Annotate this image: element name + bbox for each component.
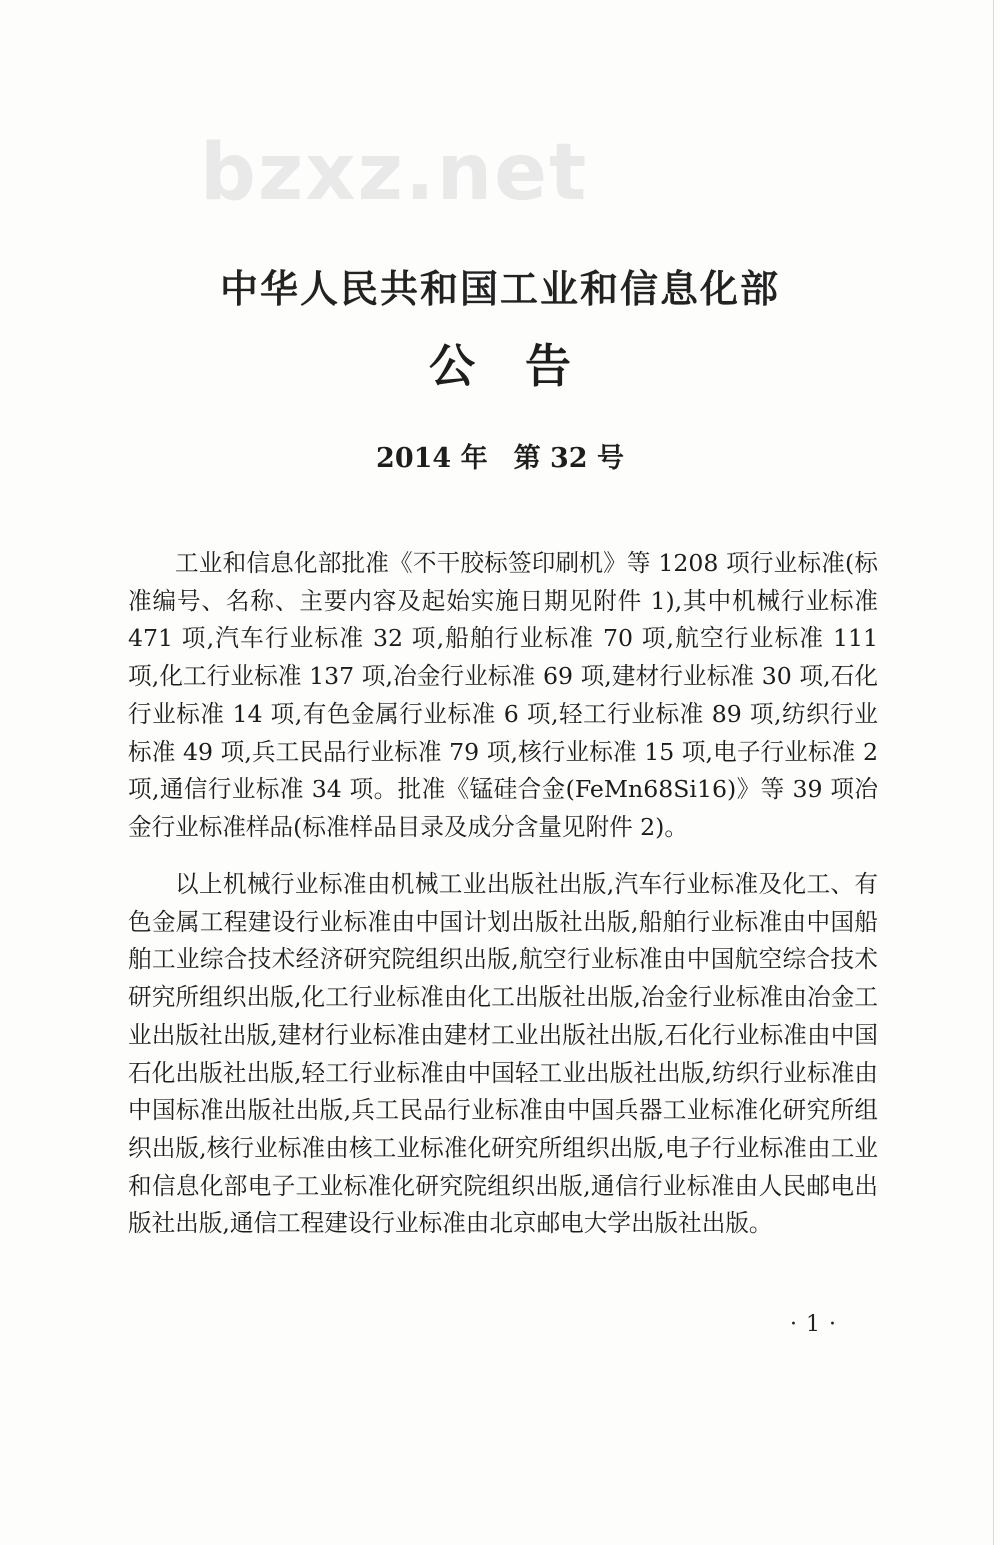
body-paragraph-2: 以上机械行业标准由机械工业出版社出版,汽车行业标准及化工、有色金属工程建设行业标准由中国计划出版社出版,船舶行业标准由中国船舶工业综合技术经济研究院组织出版,航空行业标准由中国航空综合技术研究所组织出版,化工行业标准由化工出版社出版,冶金行业标准由冶金工业出版社出版,建材行业标准由建材工业出版社出版,石化行业标准由中国石化出版社出版,轻工行业标准由中国轻工业出版社出版,纺织行业标准由中国标准出版社出版,兵工民品行业标准由中国兵器工业标准化研究所组织出版,核行业标准由核工业标准化研究所组织出版,电子行业标准由工业和信息化部电子工业标准化研究院组织出版,通信行业标准由人民邮电出版社出版,通信工程建设行业标准由北京邮电大学出版社出版。 [128,870,878,1238]
ministry-title: 中华人民共和国工业和信息化部 [219,267,780,311]
page-edge-line [993,0,994,1545]
issue-number [0,436,1000,475]
page-number: · 1 · [790,1312,837,1337]
body-paragraph-1: 工业和信息化部批准《不干胶标签印刷机》等 1208 项行业标准(标准编号、名称、主要内容及起始实施日期见附件 1),其中机械行业标准 471 项,汽车行业标准 32 项,船舶行业标准 70 项,航空行业标准 111 项,化工行业标准 137 项,冶金行业标准 69 项,建材行业标准 30 项,石化行业标准 14 项,有色金属行业标准 6 项,轻工行业标准 89 项,纺织行业标准 49 项,兵工民品行业标准 79 项,核行业标准 15 项,电子行业标准 2 项,通信行业标准 34 项。批准《锰硅合金(FeMn68Si16)》等 39 项冶金行业标准样品(标准样品目录及成分含量见附件 2)。 [128,549,878,841]
document-type-title: 公告 [429,339,621,393]
issue-year: 2014 年 [376,443,488,474]
watermark: bzxz.net [200,128,589,218]
issue-no: 第 32 号 [513,443,624,474]
